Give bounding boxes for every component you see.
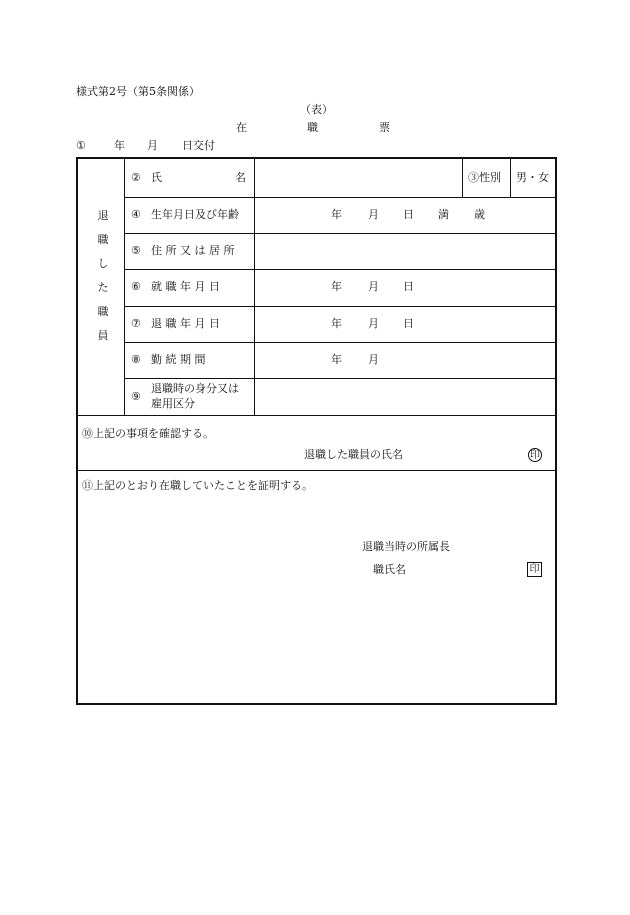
- issue-number: ①: [76, 139, 86, 152]
- issue-day: 日交付: [182, 139, 215, 152]
- retire-label: 退 職 年 月 日: [151, 317, 220, 330]
- birth-month: 月: [368, 208, 379, 221]
- section-line-2: [78, 470, 557, 471]
- birth-year: 年: [331, 208, 342, 221]
- gender-divider-2: [510, 159, 511, 197]
- hire-year: 年: [331, 280, 342, 293]
- status-number: ⑨: [131, 390, 141, 403]
- service-label: 勤 続 期 間: [151, 353, 206, 366]
- form-box: [76, 157, 557, 705]
- sidebar-char: 職: [97, 233, 109, 246]
- name-number: ②: [131, 171, 141, 184]
- hire-label: 就 職 年 月 日: [151, 280, 220, 293]
- confirm-signer: 退職した職員の氏名: [304, 448, 403, 461]
- birth-label: 生年月日及び年齢: [151, 208, 239, 221]
- status-label-1: 退職時の身分又は: [151, 382, 239, 395]
- address-label: 住 所 又 は 居 所: [151, 244, 235, 257]
- certify-signer-1: 退職当時の所属長: [362, 540, 450, 553]
- row-line-3: [124, 269, 557, 270]
- address-number: ⑤: [131, 244, 141, 257]
- name-field[interactable]: [257, 161, 460, 195]
- birth-age-b: 歳: [474, 208, 485, 221]
- issue-year: 年: [114, 139, 125, 152]
- name-label-a: 氏: [151, 171, 162, 184]
- hire-number: ⑥: [131, 280, 141, 293]
- retire-month: 月: [368, 317, 379, 330]
- retire-day: 日: [403, 317, 414, 330]
- sidebar-char: 職: [97, 305, 109, 318]
- gender-divider-1: [462, 159, 463, 197]
- confirm-text: ⑩上記の事項を確認する。: [82, 427, 214, 440]
- side-label: （表）: [300, 103, 333, 116]
- certify-seal-icon: 印: [527, 562, 542, 577]
- name-label-b: 名: [235, 171, 246, 184]
- certify-text: ⑪上記のとおり在職していたことを証明する。: [82, 479, 313, 492]
- section-line-1: [78, 415, 557, 416]
- sidebar-char: し: [97, 257, 109, 270]
- birth-number: ④: [131, 208, 141, 221]
- row-line-6: [124, 378, 557, 379]
- birth-day: 日: [403, 208, 414, 221]
- service-number: ⑧: [131, 353, 141, 366]
- confirm-seal-icon: 印: [530, 450, 540, 461]
- address-field[interactable]: [257, 235, 555, 267]
- gender-value[interactable]: 男・女: [516, 171, 549, 184]
- hire-day: 日: [403, 280, 414, 293]
- row-line-4: [124, 306, 557, 307]
- title-char-2: 職: [307, 121, 318, 134]
- hire-month: 月: [368, 280, 379, 293]
- row-line-1: [124, 197, 557, 198]
- row-line-5: [124, 342, 557, 343]
- sidebar-char: た: [97, 281, 109, 294]
- status-field[interactable]: [257, 380, 555, 413]
- status-label-2: 雇用区分: [151, 397, 195, 410]
- certify-signer-2: 職氏名: [373, 563, 406, 576]
- sidebar-char: 員: [97, 329, 109, 342]
- sidebar-char: 退: [97, 209, 109, 222]
- row-line-2: [124, 233, 557, 234]
- birth-age-a: 満: [438, 208, 449, 221]
- issue-month: 月: [147, 139, 158, 152]
- title-char-3: 票: [379, 121, 390, 134]
- service-year: 年: [331, 353, 342, 366]
- retire-number: ⑦: [131, 317, 141, 330]
- sidebar-label: [96, 209, 110, 353]
- form-number: 様式第2号（第5条関係）: [76, 85, 200, 98]
- retire-year: 年: [331, 317, 342, 330]
- gender-label: ③性別: [468, 171, 501, 184]
- service-month: 月: [368, 353, 379, 366]
- title-char-1: 在: [236, 121, 247, 134]
